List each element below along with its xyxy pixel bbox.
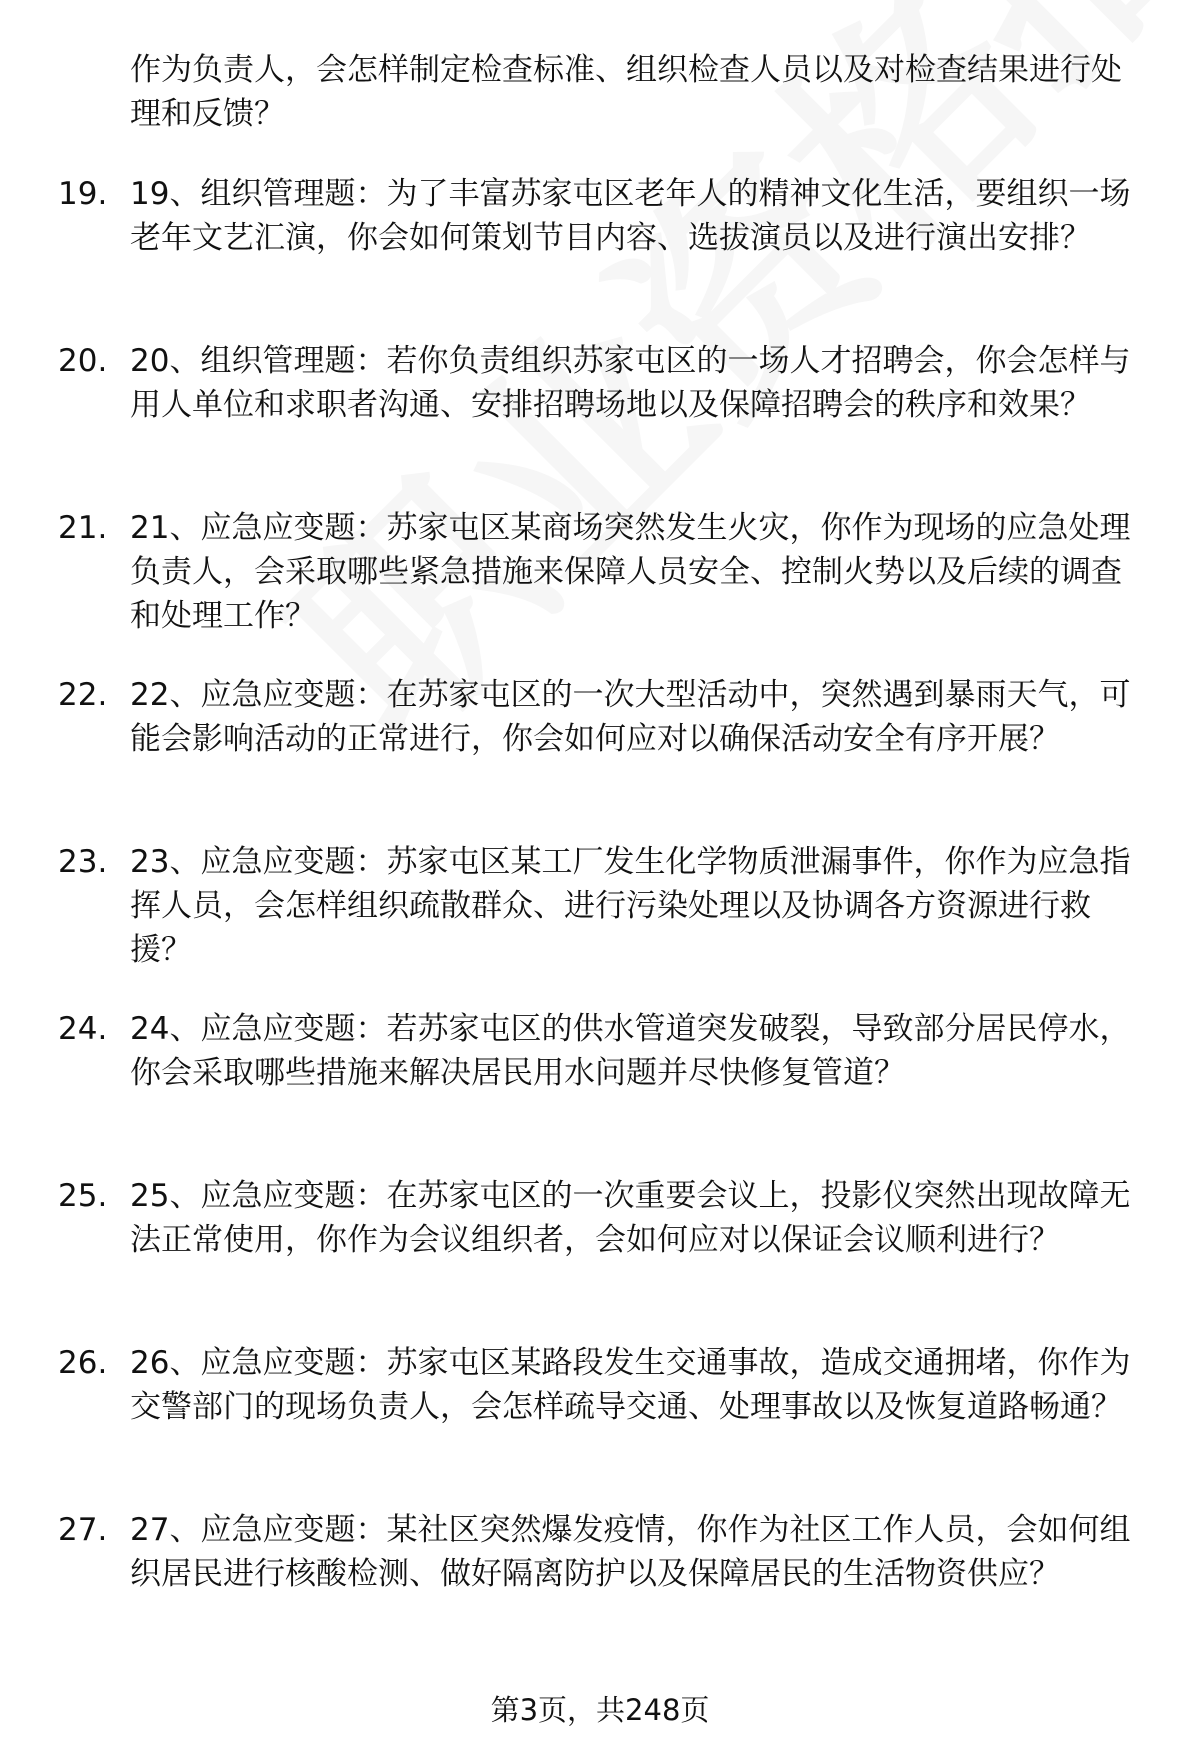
list-item: [0, 506, 1200, 673]
list-item: [0, 1007, 1200, 1174]
question-list: [0, 172, 1200, 1675]
item-number: 22.: [58, 677, 108, 713]
item-number: 20.: [58, 343, 108, 379]
item-number: 25.: [58, 1178, 108, 1214]
list-item: [0, 339, 1200, 506]
list-item: [0, 172, 1200, 339]
item-text: 26、应急应变题：苏家屯区某路段发生交通事故，造成交通拥堵，你作为交警部门的现场负责人，会怎样疏导交通、处理事故以及恢复道路畅通？: [130, 1345, 1131, 1425]
item-text: 19、组织管理题：为了丰富苏家屯区老年人的精神文化生活，要组织一场老年文艺汇演，你会如何策划节目内容、选拔演员以及进行演出安排？: [130, 176, 1131, 256]
item-text: 21、应急应变题：苏家屯区某商场突然发生火灾，你作为现场的应急处理负责人，会采取哪些紧急措施来保障人员安全、控制火势以及后续的调查和处理工作？: [130, 510, 1131, 634]
page-number-label: 第3页，共248页: [490, 1693, 710, 1727]
item-number: 26.: [58, 1345, 108, 1381]
item-text: 22、应急应变题：在苏家屯区的一次大型活动中，突然遇到暴雨天气，可能会影响活动的正常进行，你会如何应对以确保活动安全有序开展？: [130, 677, 1131, 757]
item-text: 25、应急应变题：在苏家屯区的一次重要会议上，投影仪突然出现故障无法正常使用，你作为会议组织者，会如何应对以保证会议顺利进行？: [130, 1178, 1131, 1258]
item-text: 24、应急应变题：若苏家屯区的供水管道突发破裂，导致部分居民停水，你会采取哪些措施来解决居民用水问题并尽快修复管道？: [130, 1011, 1131, 1091]
item-number: 21.: [58, 510, 108, 546]
list-item: [0, 1341, 1200, 1508]
continuation-paragraph: 作为负责人，会怎样制定检查标准、组织检查人员以及对检查结果进行处理和反馈？: [130, 52, 1122, 132]
list-item: [0, 840, 1200, 1007]
item-number: 23.: [58, 844, 108, 880]
item-number: 19.: [58, 176, 108, 212]
list-item: [0, 673, 1200, 840]
item-text: 20、组织管理题：若你负责组织苏家屯区的一场人才招聘会，你会怎样与用人单位和求职者沟通、安排招聘场地以及保障招聘会的秩序和效果？: [130, 343, 1131, 423]
list-item: [0, 1174, 1200, 1341]
page-footer: [0, 1690, 1200, 1730]
item-number: 24.: [58, 1011, 108, 1047]
list-item: [0, 1508, 1200, 1675]
item-text: 27、应急应变题：某社区突然爆发疫情，你作为社区工作人员，会如何组织居民进行核酸检测、做好隔离防护以及保障居民的生活物资供应？: [130, 1512, 1131, 1592]
item-text: 23、应急应变题：苏家屯区某工厂发生化学物质泄漏事件，你作为应急指挥人员，会怎样组织疏散群众、进行污染处理以及协调各方资源进行救援？: [130, 844, 1131, 968]
item-number: 27.: [58, 1512, 108, 1548]
